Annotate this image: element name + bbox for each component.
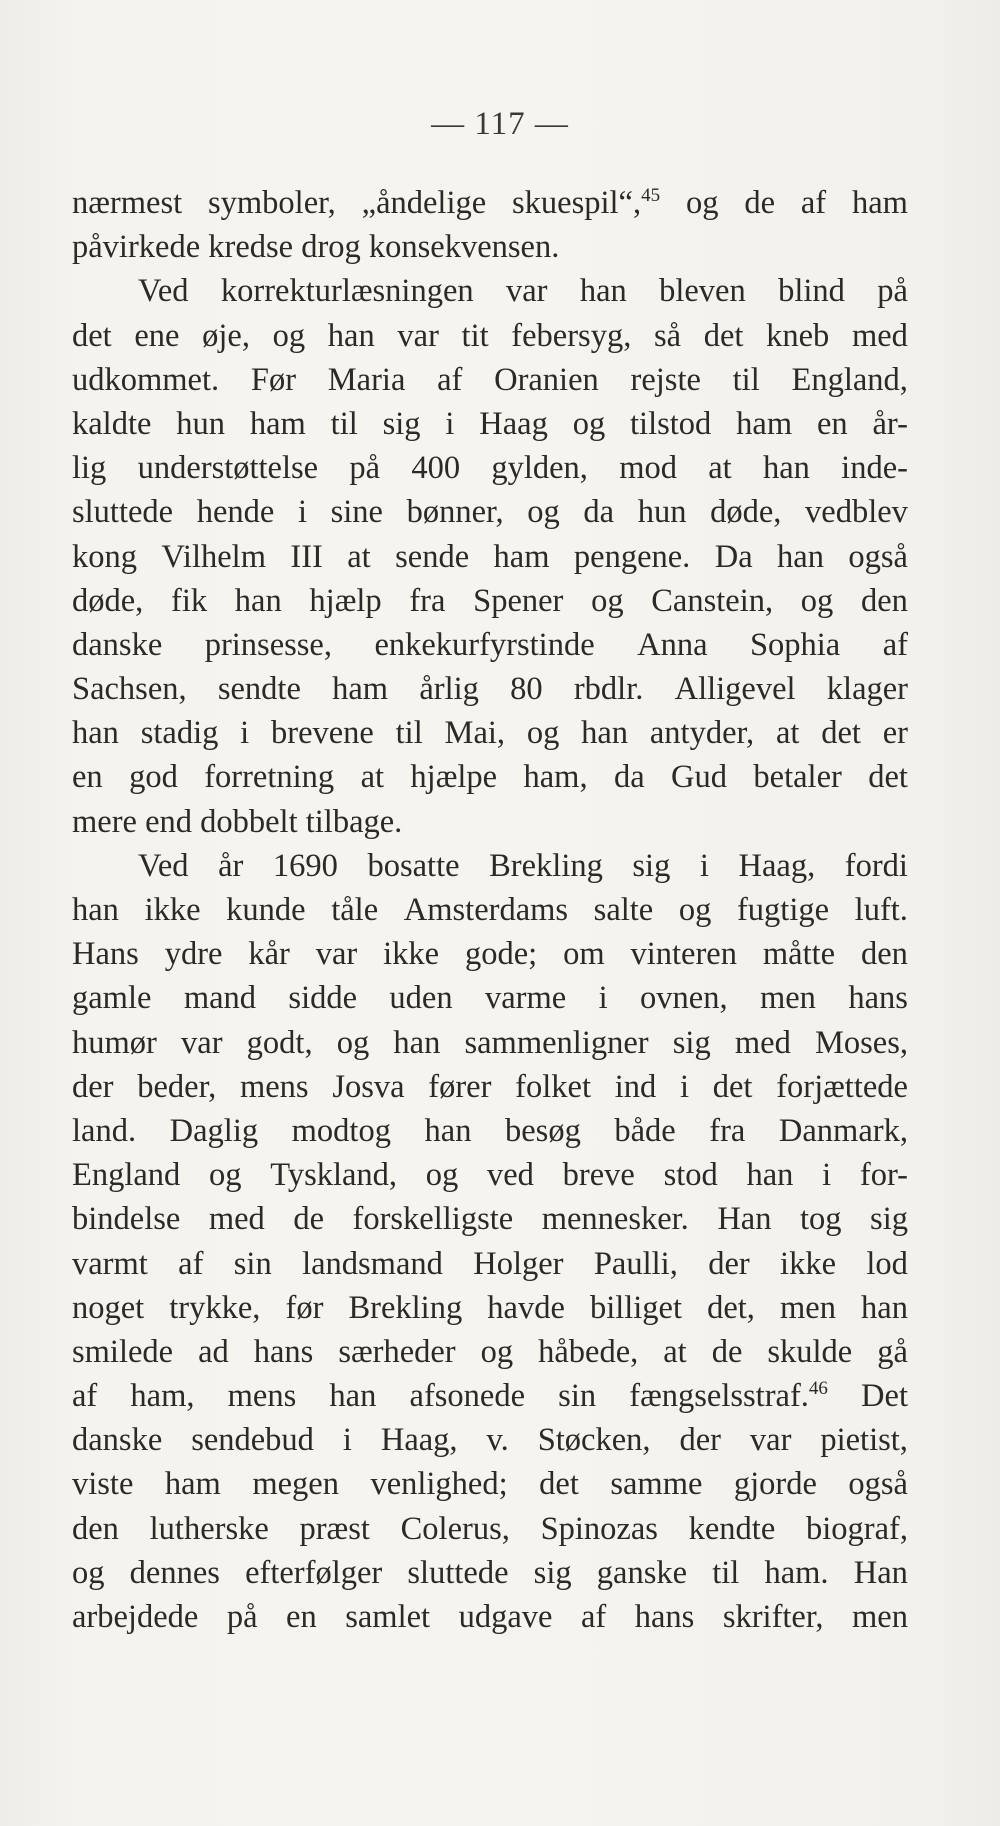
- text-line-content: arbejdede på en samlet udgave af hans skrifter, men: [72, 1599, 908, 1635]
- footnote-ref: 45: [641, 185, 661, 207]
- text-line-content: Ved korrekturlæsningen var han bleven blind på: [138, 273, 908, 310]
- text-line-content: gamle mand sidde uden varme i ovnen, men hans: [72, 980, 908, 1017]
- text-line: [72, 1109, 908, 1153]
- text-line-content: Sachsen, sendte ham årlig 80 rbdlr. Alligevel klager: [72, 671, 908, 708]
- text-line: [72, 1065, 908, 1109]
- text-line: [72, 1418, 908, 1462]
- text-line-content: han stadig i brevene til Mai, og han antyder, at det er: [72, 715, 908, 752]
- text-line-content: Ved år 1690 bosatte Brekling sig i Haag, fordi: [138, 847, 908, 884]
- text-line: [72, 579, 908, 623]
- text-line: [72, 800, 908, 844]
- text-line-content: af ham, mens han afsonede sin fængselsstraf.$^{46}$ Det: [72, 1378, 908, 1415]
- text-line-content: og dennes efterfølger sluttede sig ganske til ham. Han: [72, 1554, 908, 1591]
- text-line: [72, 1197, 908, 1241]
- text-line-content: den lutherske præst Colerus, Spinozas kendte biograf,: [72, 1510, 908, 1547]
- text-line-content: mere end dobbelt tilbage.: [72, 803, 403, 840]
- text-line: [72, 711, 908, 755]
- text-line: [72, 314, 908, 358]
- text-line: [72, 755, 908, 799]
- text-line-content: bindelse med de forskelligste mennesker. Han tog sig: [72, 1201, 908, 1238]
- text-line-content: døde, fik han hjælp fra Spener og Canstein, og den: [72, 582, 908, 619]
- text-line: [72, 623, 908, 667]
- text-line: [72, 1551, 908, 1595]
- text-line-content: viste ham megen venlighed; det samme gjorde også: [72, 1466, 908, 1503]
- text-line: [72, 1242, 908, 1286]
- text-line: [72, 1462, 908, 1506]
- text-line-content: påvirkede kredse drog konsekvensen.: [72, 229, 560, 266]
- text-line-content: det ene øje, og han var tit febersyg, så det kneb med: [72, 317, 908, 354]
- text-line-content: lig understøttelse på 400 gylden, mod at han inde-: [72, 450, 908, 487]
- text-line-content: danske prinsesse, enkekurfyrstinde Anna Sophia af: [72, 626, 908, 663]
- text-line-content: sluttede hende i sine bønner, og da hun døde, vedblev: [72, 494, 908, 531]
- text-line-content: nærmest symboler, „åndelige skuespil“,$^{45}$ og de af ham: [72, 185, 908, 221]
- text-line-content: kaldte hun ham til sig i Haag og tilstod ham en år-: [72, 405, 908, 442]
- text-line-content: danske sendebud i Haag, v. Støcken, der var pietist,: [72, 1422, 908, 1459]
- footnote-ref: 46: [808, 1378, 828, 1400]
- text-line-content: Hans ydre kår var ikke gode; om vinteren måtte den: [72, 936, 908, 973]
- text-line: [72, 844, 908, 888]
- text-line: [72, 1595, 908, 1639]
- text-line: [72, 181, 908, 225]
- text-line: [72, 1507, 908, 1551]
- text-line: [72, 1330, 908, 1374]
- text-line: [72, 932, 908, 976]
- body-text: [72, 181, 908, 1639]
- text-line-content: smilede ad hans særheder og håbede, at de skulde gå: [72, 1333, 908, 1370]
- text-line-content: udkommet. Før Maria af Oranien rejste til England,: [72, 361, 908, 398]
- text-line-content: han ikke kunde tåle Amsterdams salte og fugtige luft.: [72, 892, 908, 928]
- text-line: [72, 446, 908, 490]
- text-line: [72, 402, 908, 446]
- text-line-content: humør var godt, og han sammenligner sig med Moses,: [72, 1024, 908, 1061]
- text-line-content: kong Vilhelm III at sende ham pengene. Da han også: [72, 538, 908, 575]
- text-line: [72, 1153, 908, 1197]
- text-line-content: der beder, mens Josva fører folket ind i det forjættede: [72, 1068, 908, 1105]
- text-line-content: en god forretning at hjælpe ham, da Gud betaler det: [72, 759, 908, 796]
- text-line: [72, 225, 908, 269]
- text-line-content: England og Tyskland, og ved breve stod han i for-: [72, 1157, 908, 1194]
- text-line-content: land. Daglig modtog han besøg både fra Danmark,: [72, 1112, 908, 1149]
- text-line: [72, 535, 908, 579]
- text-line: [72, 1286, 908, 1330]
- text-line-content: varmt af sin landsmand Holger Paulli, der ikke lod: [72, 1245, 908, 1282]
- text-line: [72, 1021, 908, 1065]
- text-line-content: noget trykke, før Brekling havde billiget det, men han: [72, 1289, 908, 1326]
- text-line: [72, 667, 908, 711]
- text-line: [72, 269, 908, 313]
- text-line: [72, 490, 908, 534]
- text-line: [72, 1374, 908, 1418]
- text-line: [72, 976, 908, 1020]
- page-number: — 117 —: [431, 106, 569, 142]
- text-line: [72, 888, 908, 932]
- text-line: [72, 358, 908, 402]
